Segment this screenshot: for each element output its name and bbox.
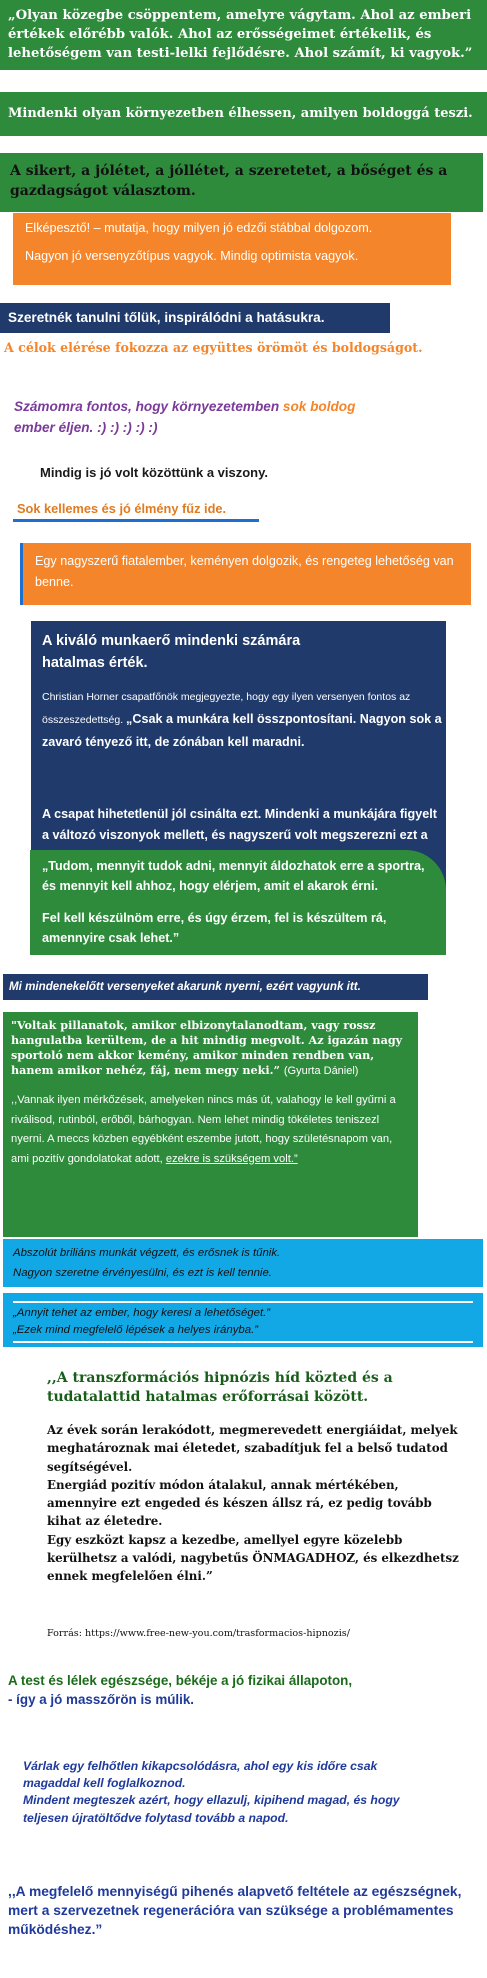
green-quote-1: „Tudom, mennyit tudok adni, mennyit áldozhatok erre a sportra, és mennyit kell ahhoz, hogy elérjem, amit el akarok érni. xyxy=(42,859,425,893)
goals-line: A célok elérése fokozza az együttes örömöt és boldogságot. xyxy=(4,340,423,355)
opportunity-quotes xyxy=(13,1301,473,1343)
quote-text: „Olyan közegbe csöppentem, amelyre vágytam. Ahol az emberi értékek előrébb valók. Ahol az erősségeimet értékelik, és lehetőségem van testi-lelki fejlődésre. Ahol számít, ki vagyok.” xyxy=(8,8,473,61)
rest-line-1: ,,A megfelelő mennyiségű pihenés alapvető feltétele az egészségnek, xyxy=(8,1884,462,1899)
relationship-text xyxy=(40,462,460,484)
panel-intro xyxy=(42,686,442,754)
brilliant-work-box xyxy=(3,1239,483,1287)
quote-author: (Gyurta Dániel) xyxy=(283,1065,359,1077)
source-link-text: Forrás: https://www.free-new-you.com/trasformacios-hipnozis/ xyxy=(47,1628,350,1639)
happy-line xyxy=(14,396,484,438)
panel-title-text: A kiváló munkaerő mindenki számára hatalmas érték. xyxy=(42,633,301,671)
happy-part-1: Számomra fontos, hogy környezetemben xyxy=(14,399,283,414)
memories-line: Sok kellemes és jó élmény fűz ide. xyxy=(17,501,227,516)
tennis-quote-text: ,,Vannak ilyen mérkőzések, amelyeken nincs más út, valahogy le kell gyűrni a riválisod, rutinból, erőből, bárhogyan. Nem lehet mindig tökéletes teniszezl nyerni. A meccs közben egyébként eszembe jutott, hogy születésnapom van, ami pozitív gondolatokat adott, xyxy=(11,1094,396,1165)
health-text-2: - így a jó masszőrön is múlik. xyxy=(8,1692,195,1707)
tennis-quote-end: ezekre is szükségem volt.” xyxy=(165,1152,298,1165)
motto-text: Mindenki olyan környezetben élhessen, amilyen boldoggá teszi. xyxy=(8,106,473,121)
happy-part-2: sok boldog xyxy=(282,399,356,414)
win-races-text: Mi mindenekelőtt versenyeket akarunk nyerni, ezért vagyunk itt. xyxy=(9,980,361,993)
motto-banner xyxy=(0,92,487,136)
brilliant-line-1: Abszolút briliáns munkát végzett, és erősnek is tűnik. xyxy=(13,1247,281,1259)
gyurta-quote-text: "Voltak pillanatok, amikor elbizonytalanodtam, vagy rossz hangulatba kerültem, de a hit mindig megvolt. Az igazán nagy sportoló nem akkor kemény, amikor minden rendben van, hanem amikor nehéz, fáj, nem megy neki.” xyxy=(11,1018,403,1077)
memories-heading xyxy=(13,499,259,522)
gyurta-quote xyxy=(11,1018,410,1079)
learning-banner xyxy=(0,303,390,333)
affirmation-banner xyxy=(0,153,483,212)
health-line-1 xyxy=(8,1671,487,1690)
hypnosis-body xyxy=(47,1421,462,1586)
green-quote-2: Fel kell készülnöm erre, és úgy érzem, fel is készültem rá, amennyire csak lehet.” xyxy=(42,911,387,945)
panel-intro-line xyxy=(42,686,442,754)
praise-line-2: Nagyon jó versenyzőtípus vagyok. Mindig optimista vagyok. xyxy=(25,249,359,263)
coach-praise-box xyxy=(13,213,451,285)
quote-banner-environment xyxy=(0,0,487,70)
hypnosis-title-text: ,,A transzformációs hipnózis híd közted és a tudatalattid hatalmas erőforrásai között. xyxy=(47,1370,393,1405)
panel-quote-text: A csapat hihetetlenül jól csinálta ezt. Mindenki a munkájára figyelt a változó viszonyok mellett, és nagyszerű volt megszerezni ezt a xyxy=(42,807,437,842)
panel-title xyxy=(42,630,342,678)
health-text-1: A test és lélek egészsége, békéje a jó fizikai állapoton, xyxy=(8,1673,353,1688)
hypnosis-para-3: Egy eszközt kapsz a kezedbe, amellyel egyre közelebb kerülhetsz a valódi, nagybetűs ÖNMAGADHOZ, és elkezdhetsz ennek megfelelően élni.” xyxy=(47,1532,459,1584)
happy-part-3: ember éljen. :) :) :) :) :) xyxy=(14,420,158,435)
hypnosis-para-2: Energiád pozitív módon átalakul, annak mértékében, amennyire ezt engeded és készen állsz rá, ez pedig tovább kihat az életedre. xyxy=(47,1477,432,1529)
young-man-box xyxy=(20,543,471,605)
opportunity-line-2: „Ezek mind megfelelő lépések a helyes irányba.” xyxy=(13,1324,259,1336)
relaxation-text xyxy=(23,1758,423,1827)
learning-text: Szeretnék tanulni tőlük, inspirálódni a hatásukra. xyxy=(8,310,325,325)
relationship-line: Mindig is jó volt közöttünk a viszony. xyxy=(40,465,268,480)
panel-intro-quote: „Csak a munkára kell összpontosítani. Nagyon sok a zavaró tényező itt, de zónában kell maradni. xyxy=(42,712,442,749)
athlete-quotes-box xyxy=(3,1012,418,1237)
panel-green-quote xyxy=(30,850,446,955)
hypnosis-title xyxy=(47,1369,467,1417)
tennis-quote xyxy=(11,1091,410,1169)
opportunity-box xyxy=(3,1293,483,1347)
health-line-2 xyxy=(8,1690,487,1709)
opportunity-line-1: „Annyit tehet az ember, hogy keresi a lehetőséget.” xyxy=(13,1307,271,1319)
rest-quote xyxy=(8,1883,478,1939)
hypnosis-source xyxy=(47,1627,462,1640)
relax-line-1: Várlak egy felhőtlen kikapcsolódásra, ahol egy kis időre csak magaddal kell foglalkoznod. xyxy=(23,1759,378,1791)
praise-line-1: Elképesztő! – mutatja, hogy milyen jó edzői stábbal dolgozom. xyxy=(25,221,373,235)
win-races-banner xyxy=(3,974,428,1000)
young-man-text: Egy nagyszerű fiatalember, keményen dolgozik, és rengeteg lehetőség van benne. xyxy=(35,554,454,589)
goals-text xyxy=(0,336,487,381)
brilliant-line-2: Nagyon szeretne érvényesülni, és ezt is kell tennie. xyxy=(13,1267,272,1279)
hypnosis-para-1: Az évek során lerakódott, megmerevedett energiáidat, melyek meghatároznak mai életedet, szabadítjuk fel a belső tudatod segítségével. xyxy=(47,1423,458,1474)
relax-line-2: Mindent megteszek azért, hogy ellazulj, kipihend magad, és hogy teljesen újratöltődve folytasd tovább a napod. xyxy=(23,1793,400,1825)
happy-people-text xyxy=(14,396,484,440)
affirmation-text: A sikert, a jólétet, a jóllétet, a szeretetet, a bőséget és a gazdagságot választom. xyxy=(10,163,448,199)
rest-line-2: mert a szervezetnek regenerációra van szüksége a problémamentes működéshez.” xyxy=(8,1902,454,1937)
panel-intro-text: Christian Horner csapatfőnök megjegyezte, hogy egy ilyen versenyen fontos az összeszedettség. xyxy=(42,691,411,726)
